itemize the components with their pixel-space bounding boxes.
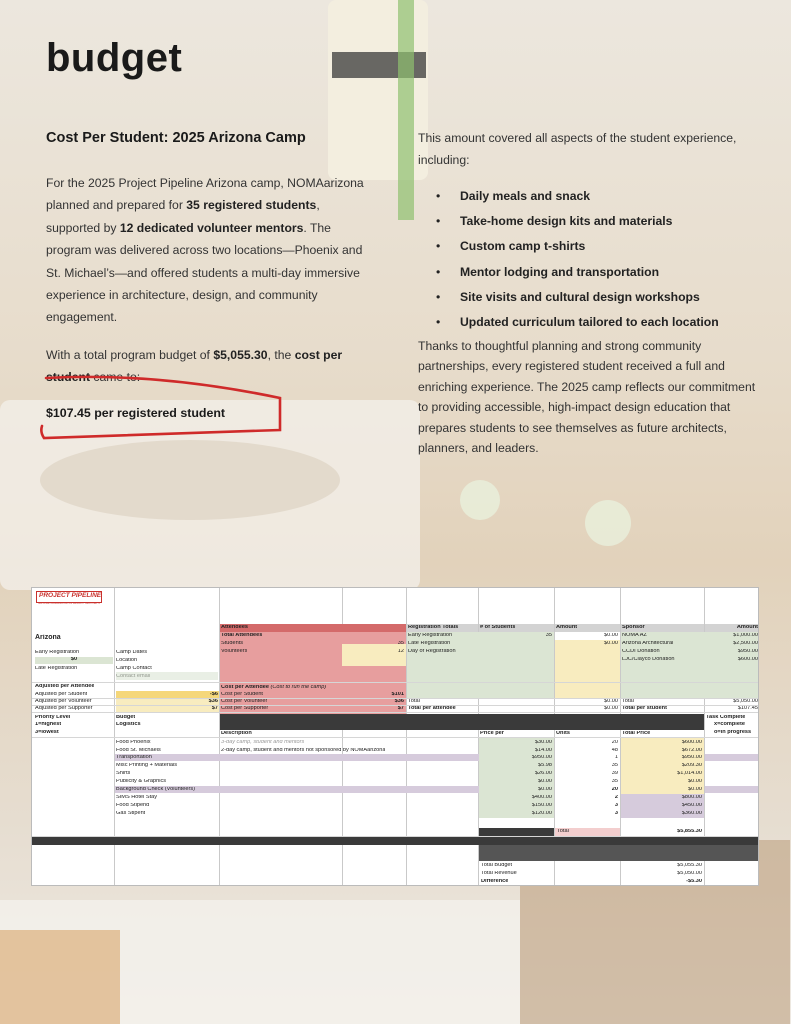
reg-row-amount: $0.00	[604, 633, 618, 638]
list-item: • Custom camp t-shirts	[436, 236, 719, 261]
students-value: 35	[397, 641, 404, 646]
total-dark-cell	[479, 828, 554, 836]
sponsor-name: CCDI Donation	[622, 649, 660, 654]
per-attendee-amount: $0.00	[604, 706, 618, 711]
reg-row-label: Late Registration	[408, 641, 451, 646]
total-budget-label: Total Budget	[481, 863, 513, 868]
item-name: Gas Stipent	[116, 811, 146, 816]
project-pipeline-logo: PROJECT PIPELINE	[36, 591, 102, 603]
students-label: Students	[221, 641, 244, 646]
price-col-header: Price per	[480, 731, 504, 736]
intro-paragraph: For the 2025 Project Pipeline Arizona camp, NOMAarizona planned and prepared for 35 registered students, supported by 12 dedicated volunteer mentors. The program was delivered across two locations—Phoenix and St. Michael’s—and offered students a multi-day immersive experience in architecture, design, and community engagement.	[46, 176, 364, 325]
bullet-icon: •	[436, 189, 441, 203]
coverage-intro: This amount covered all aspects of the student experience, including:	[418, 131, 737, 168]
list-item: • Updated curriculum tailored to each location	[436, 312, 719, 337]
reg-total-amount: $0.00	[604, 699, 618, 704]
budget-paragraph: With a total program budget of $5,055.30, the cost per student came to:	[46, 348, 343, 385]
priority-header: Priority Level	[35, 715, 71, 720]
sponsor-amount: $600.00	[737, 657, 758, 662]
total-price-col-header: Total Price	[622, 731, 651, 736]
students-col-header: # of Students	[480, 625, 516, 630]
sponsor-name: NOMA AZ	[622, 633, 647, 638]
attendee-values-fill	[342, 644, 406, 666]
difference-label: Difference	[481, 879, 509, 884]
sponsor-total-amount: $5,050.00	[733, 699, 758, 704]
cost-volunteer-label: Cost per Volunteer	[221, 699, 268, 704]
reg-row-students: 35	[545, 633, 552, 638]
section-subheading: Cost Per Student: 2025 Arizona Camp	[46, 130, 306, 146]
item-total: $672.00	[681, 748, 702, 753]
priority-note: 1=highest	[35, 722, 62, 727]
bullet-icon: •	[436, 214, 441, 229]
task-note: o=in progress	[714, 730, 752, 735]
attendees-header: Attendees	[221, 625, 249, 630]
sponsor-name: Arizona Architectural	[622, 641, 674, 646]
total-budget-value: $5,055.30	[677, 863, 702, 868]
cost-student-label: Cost per Student	[221, 692, 263, 697]
item-desc: 2-day camp, student and mentors not sponsored by NOMAarizona	[221, 748, 386, 753]
logo-subtitle: NATIONAL ORGANIZATION OF MINORITY ARCHITECTS	[38, 603, 101, 605]
item-name: Food Phoenix	[116, 740, 151, 745]
items-total-label: Total	[557, 829, 569, 834]
sponsor-amount-col-header: Amount	[736, 625, 758, 630]
item-total: $600.00	[681, 740, 702, 745]
adjusted-student-label: Adjusted per Student	[35, 692, 88, 697]
reg-row-amount: $0.00	[604, 641, 618, 646]
cost-per-student-highlight: $107.45 per registered student	[46, 406, 226, 420]
item-total: $209.30	[681, 763, 702, 768]
item-price: $0.00	[538, 787, 552, 792]
early-reg-label: Early Registration	[35, 650, 80, 655]
late-reg-label: Late Registration	[35, 666, 78, 671]
volunteers-value: 12	[397, 649, 404, 654]
adjusted-volunteer-label: Adjusted per Volunteer	[35, 699, 92, 704]
item-units: 39	[611, 771, 618, 776]
sponsor-col-header: Sponsor	[622, 625, 645, 630]
volunteers-label: Volunteers	[221, 649, 248, 654]
per-student-amount: $107.45	[737, 706, 758, 711]
budget-spreadsheet	[31, 587, 759, 886]
task-header: Task Complete	[706, 715, 746, 720]
item-price: $14.00	[534, 748, 552, 753]
contact-email-fill	[116, 672, 218, 680]
per-attendee-label: Total per attendee	[408, 706, 456, 711]
page-title: budget	[46, 36, 183, 80]
item-price: $30.00	[534, 740, 552, 745]
adjusted-supporter-label: Adjusted per Supporter	[35, 706, 93, 711]
reg-totals-header: Registration Totals	[408, 625, 459, 630]
background-task-fill	[705, 786, 759, 793]
item-units: 35	[611, 779, 618, 784]
item-price: $26.00	[534, 771, 552, 776]
camp-contact-label: Camp Contact	[116, 666, 152, 671]
list-item: • Mentor lodging and transportation	[436, 262, 719, 287]
budget-header: Budget	[116, 715, 136, 720]
items-total-value: $5,855.30	[677, 829, 702, 834]
item-name: Food St. Michaels	[116, 748, 161, 753]
item-units: 20	[611, 787, 618, 792]
item-units: 2	[614, 795, 618, 800]
per-student-label: Total per student	[622, 706, 667, 711]
adjusted-volunteer-value: $36	[208, 699, 218, 704]
item-price: $950.00	[531, 755, 552, 760]
early-reg-value: $0	[35, 657, 113, 664]
item-total: $0.00	[688, 787, 702, 792]
item-price: $150.00	[531, 803, 552, 808]
item-total: $0.00	[688, 779, 702, 784]
bullet-icon: •	[436, 314, 441, 329]
location-label: Location	[116, 658, 138, 663]
difference-value: -$5.30	[686, 879, 702, 884]
reg-row-label: Day of Registration	[408, 649, 456, 654]
task-note: x=complete	[714, 722, 745, 727]
sponsor-amount: $950.00	[737, 649, 758, 654]
description-col-header: Description	[221, 731, 252, 736]
item-units: 35	[611, 763, 618, 768]
item-name: Background Check (Volunteers)	[116, 787, 195, 792]
units-col-header: Units	[556, 731, 570, 736]
sponsor-name: LJC/Clayco Donation	[622, 657, 675, 662]
logistics-header: Logistics	[116, 722, 141, 727]
item-price: $0.00	[538, 779, 552, 784]
amount-col-header: Amount	[556, 625, 578, 630]
summary-dark-band	[479, 845, 759, 861]
item-units: 3	[614, 811, 618, 816]
logistics-dark-band	[220, 714, 704, 730]
list-item: • Take-home design kits and materials	[436, 211, 719, 236]
item-desc: 3-day camp, student and mentors	[221, 740, 305, 745]
sponsor-total-label: Total	[622, 699, 634, 704]
item-total: $1,014.00	[677, 771, 702, 776]
item-name: Food Stipend	[116, 803, 150, 808]
item-units: 1	[614, 755, 618, 760]
total-attendees-label: Total Attendees	[221, 633, 263, 638]
bullet-icon: •	[436, 289, 441, 304]
cost-volunteer-value: $36	[394, 699, 404, 704]
item-units: 3	[614, 803, 618, 808]
item-units: 20	[611, 740, 618, 745]
transport-row-fill	[115, 754, 479, 761]
reg-amount-fill	[555, 640, 620, 698]
transport-task-fill	[705, 754, 759, 761]
item-name: Shirts	[116, 771, 131, 776]
reg-total-label: Total	[408, 699, 420, 704]
cost-attendee-header: Cost per Attendee (Cost to run the camp)	[221, 685, 327, 690]
camp-dates-label: Camp Dates	[116, 650, 148, 655]
total-revenue-label: Total Revenue	[481, 871, 517, 876]
sponsor-amount: $2,500.00	[733, 641, 758, 646]
bullet-icon: •	[436, 264, 441, 279]
bullet-icon: •	[436, 239, 441, 254]
adjusted-supporter-value: $7	[211, 706, 218, 711]
cost-supporter-value: $7	[397, 706, 404, 711]
coverage-list	[436, 186, 719, 337]
list-item: • Daily meals and snack	[436, 186, 719, 211]
item-name: Transportation	[116, 755, 152, 760]
total-revenue-value: $5,050.00	[677, 871, 702, 876]
bottom-dark-band	[32, 837, 759, 845]
closing-paragraph: Thanks to thoughtful planning and strong community partnerships, every registered student received a full and enriching experience. The 2025 camp reflects our commitment to providing accessible, high-impact design education that prepares students to see themselves as future architects, planners, and leaders.	[418, 339, 756, 456]
item-total: $950.00	[681, 755, 702, 760]
item-total: $800.00	[681, 795, 702, 800]
cost-supporter-label: Cost per Supporter	[221, 706, 269, 711]
item-name: Misc Printing + Materials	[116, 763, 178, 768]
reg-row-label: Early Registration	[408, 633, 453, 638]
sponsor-amount: $1,000.00	[733, 633, 758, 638]
priority-note: 3=lowest	[35, 730, 59, 735]
cost-student-value: $101	[391, 692, 404, 697]
location-title: Arizona	[35, 634, 61, 641]
item-price: $120.00	[531, 811, 552, 816]
item-total: $360.00	[681, 811, 702, 816]
item-name: Publicity & Graphics	[116, 779, 167, 784]
item-price: $400.00	[531, 795, 552, 800]
item-total: $450.00	[681, 803, 702, 808]
item-units: 48	[611, 748, 618, 753]
item-price: $5.98	[538, 763, 552, 768]
item-name: SIMS Hotel Stay	[116, 795, 158, 800]
adjusted-student-value: -$6	[209, 692, 218, 697]
adjusted-header: Adjusted per Attendee	[35, 684, 95, 689]
list-item: • Site visits and cultural design workshops	[436, 287, 719, 312]
